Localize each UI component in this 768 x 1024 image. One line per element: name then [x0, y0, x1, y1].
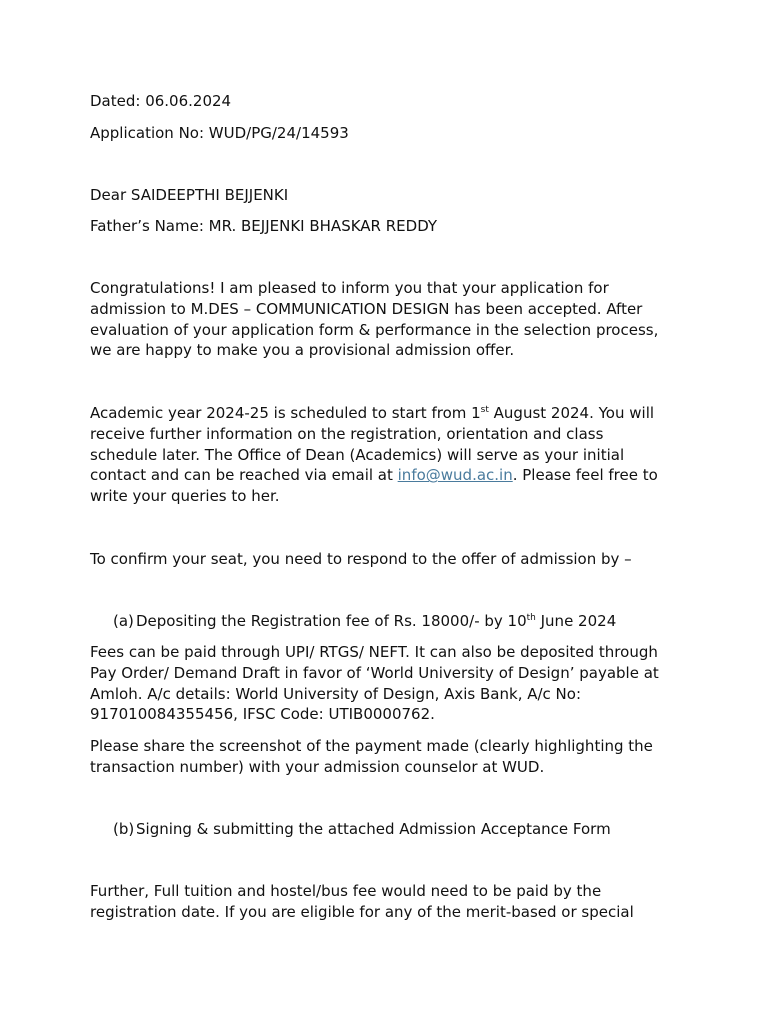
registration-fee-date: June 2024: [535, 612, 617, 630]
salutation: Dear SAIDEEPTHI BEJJENKI: [90, 186, 289, 204]
confirm-seat-intro: To confirm your seat, you need to respond to the offer of admission by –: [90, 550, 632, 568]
list-item-registration-fee: [113, 611, 673, 632]
congratulations-paragraph: Congratulations! I am pleased to inform you that your application for admission to M.DES – COMMUNICATION DESIGN has been accepted. After evaluation of your application form & performance in the selection process, we are happy to make you a provisional admission offer.: [90, 279, 659, 360]
academic-year-paragraph: [90, 403, 670, 507]
acceptance-form-text: Signing & submitting the attached Admission Acceptance Form: [136, 820, 611, 838]
registration-fee-text: Depositing the Registration fee of Rs. 18000/- by 10: [136, 612, 527, 630]
dean-email-link[interactable]: info@wud.ac.in: [397, 466, 513, 485]
further-fees-paragraph: Further, Full tuition and hostel/bus fee would need to be paid by the registration date. If you are eligible for any of the merit-based or special: [90, 882, 634, 921]
application-number: Application No: WUD/PG/24/14593: [90, 124, 349, 142]
list-item-acceptance-form: [113, 819, 673, 840]
dated-line: Dated: 06.06.2024: [90, 92, 232, 110]
fathers-name: Father’s Name: MR. BEJJENKI BHASKAR REDDY: [90, 217, 438, 235]
ordinal-superscript: st: [480, 405, 489, 415]
list-marker-a: (a): [113, 612, 134, 630]
academic-text-part1: Academic year 2024-25 is scheduled to start from 1: [90, 404, 481, 422]
fees-payment-paragraph: Fees can be paid through UPI/ RTGS/ NEFT. It can also be deposited through Pay Order/ Demand Draft in favor of ‘World University of Design’ payable at Amloh. A/c details: World University of Design, Axis Bank, A/c No: 917010084355456, IFSC Code: UTIB0000762.: [90, 643, 659, 724]
screenshot-instruction-paragraph: Please share the screenshot of the payment made (clearly highlighting the transaction number) with your admission counselor at WUD.: [90, 737, 653, 776]
list-marker-b: (b): [113, 820, 135, 838]
ordinal-superscript: th: [526, 613, 536, 623]
academic-text-part2: August 2024. You will receive further information on the registration, orientation and class schedule later. The Office of Dean (Academics) will serve as your initial contact and can be reached via email at: [90, 404, 655, 485]
academic-text-part3: . Please feel free to write your queries to her.: [90, 466, 658, 506]
